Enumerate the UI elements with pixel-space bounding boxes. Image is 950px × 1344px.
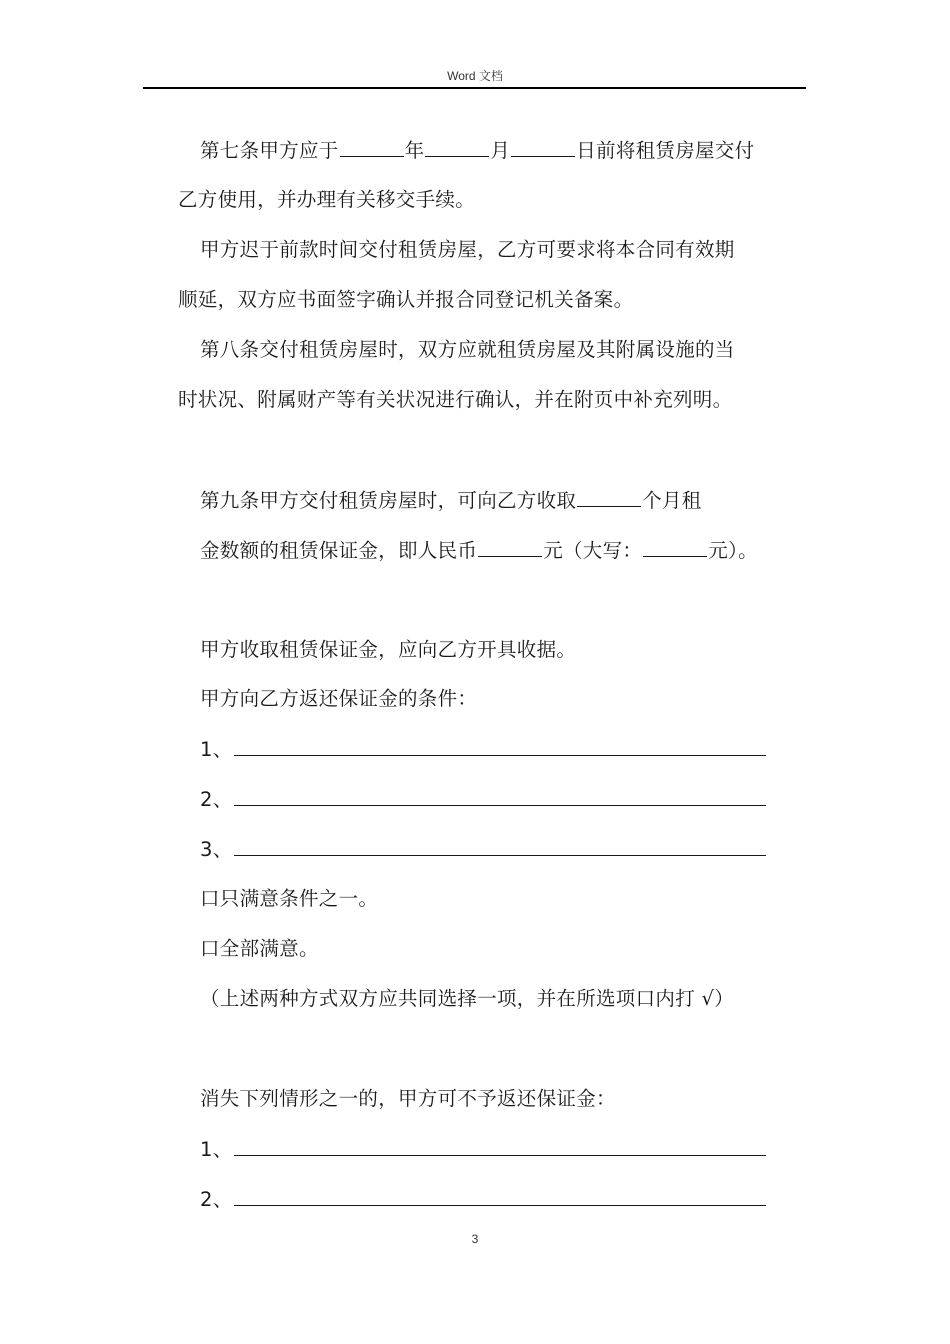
no-return-number: 2、	[200, 1188, 233, 1211]
return-condition-blank	[234, 785, 766, 806]
no-return-title: 消失下列情形之一的，甲方可不予返还保证金：	[200, 1087, 616, 1110]
article8-line2: 时状况、附属财产等有关状况进行确认，并在附页中补充列明。	[178, 388, 733, 411]
no-return-blank	[234, 1135, 766, 1156]
no-return-item	[200, 1135, 767, 1164]
page-number: 3	[471, 1232, 479, 1246]
return-condition-item	[200, 835, 767, 864]
delay-line1: 甲方迟于前款时间交付租赁房屋，乙方可要求将本合同有效期	[200, 238, 735, 261]
no-return-number: 1、	[200, 1138, 233, 1161]
delay-line2: 顺延，双方应书面签字确认并报合同登记机关备案。	[178, 288, 634, 311]
article9-line2	[200, 536, 758, 565]
article7-prefix: 第七条甲方应于	[200, 139, 339, 162]
article9-line1-suffix: 个月租	[642, 489, 702, 512]
amount-words-blank	[643, 536, 707, 557]
months-blank	[577, 486, 641, 507]
article8-line1: 第八条交付租赁房屋时，双方应就租赁房屋及其附属设施的当	[200, 338, 735, 361]
receipt-text: 甲方收取租赁保证金，应向乙方开具收据。	[200, 638, 577, 661]
article7-suffix: 日前将租赁房屋交付	[576, 139, 755, 162]
return-condition-number: 1、	[200, 738, 233, 761]
article7-line2: 乙方使用，并办理有关移交手续。	[178, 188, 476, 211]
article9-line1	[200, 486, 702, 515]
article7-month: 月	[490, 139, 511, 162]
article9-line2-suffix: 元）。	[708, 539, 758, 562]
no-return-item	[200, 1185, 767, 1214]
article9-line1-prefix: 第九条甲方交付租赁房屋时，可向乙方收取	[200, 489, 577, 512]
article7-year: 年	[404, 139, 425, 162]
option-one-condition: 口只满意条件之一。	[200, 887, 379, 910]
year-blank	[340, 136, 404, 157]
option-all-conditions: 口全部满意。	[200, 937, 319, 960]
return-conditions-title: 甲方向乙方返还保证金的条件：	[200, 687, 478, 710]
no-return-blank	[234, 1185, 766, 1206]
header-divider	[143, 87, 806, 89]
options-note: （上述两种方式双方应共同选择一项，并在所选项口内打 √）	[200, 987, 735, 1010]
amount-blank	[478, 536, 542, 557]
return-condition-item	[200, 785, 767, 814]
return-condition-number: 2、	[200, 788, 233, 811]
day-blank	[511, 136, 575, 157]
article7-line1	[200, 136, 754, 165]
month-blank	[425, 136, 489, 157]
article9-line2-mid: 元（大写：	[543, 539, 643, 562]
return-condition-item	[200, 735, 767, 764]
return-condition-blank	[234, 835, 766, 856]
return-condition-blank	[234, 735, 766, 756]
return-condition-number: 3、	[200, 838, 233, 861]
header-title: Word 文档	[447, 69, 503, 83]
article9-line2-prefix: 金数额的租赁保证金，即人民币	[200, 539, 478, 562]
